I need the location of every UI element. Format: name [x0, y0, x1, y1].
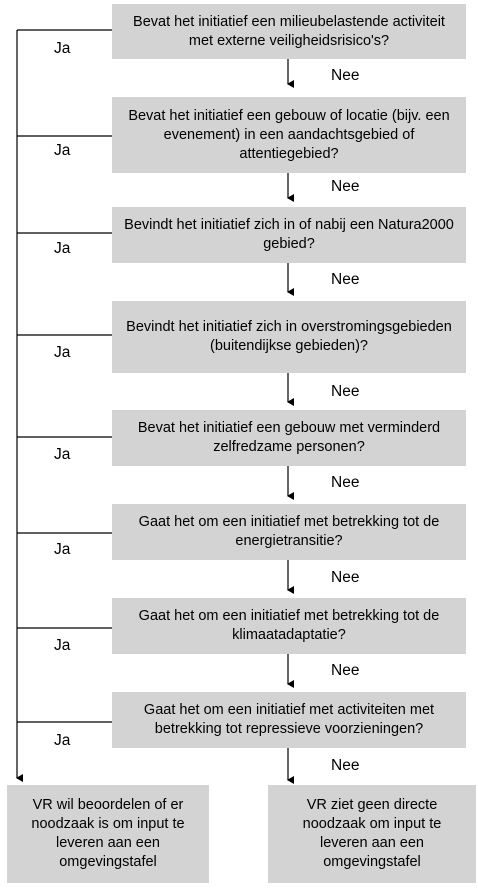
- outcome-yes-box: [7, 785, 209, 883]
- question-box-8: [112, 692, 466, 748]
- no-label-3: Nee: [331, 271, 360, 288]
- question-box-7: [112, 598, 466, 654]
- question-text-4: Bevindt het initiatief zich in overstromingsgebieden (buitendijkse gebieden)?: [126, 319, 452, 354]
- yes-label-5: Ja: [54, 446, 71, 463]
- question-text-5: Bevat het initiatief een gebouw met verminderd zelfredzame personen?: [137, 420, 441, 455]
- question-text-7: Gaat het om een initiatief met betrekking tot de klimaatadaptatie?: [138, 608, 440, 643]
- question-text-3: Bevindt het initiatief zich in of nabij een Natura2000 gebied?: [124, 217, 454, 252]
- yes-label-2: Ja: [54, 142, 71, 159]
- question-box-6: [112, 504, 466, 560]
- yes-label-6: Ja: [54, 541, 71, 558]
- no-label-8: Nee: [331, 757, 360, 774]
- outcome-no-box: [268, 785, 476, 883]
- question-text-1: Bevat het initiatief een milieubelastende activiteit met externe veiligheidsrisico's?: [133, 13, 445, 49]
- question-box-3: [112, 207, 466, 263]
- question-box-1: [112, 4, 466, 59]
- no-label-4: Nee: [331, 383, 360, 400]
- outcome-yes-text: VR wil beoordelen of er noodzaak is om input te leveren aan een omgevingstafel: [31, 797, 185, 870]
- no-label-6: Nee: [331, 569, 360, 586]
- yes-label-3: Ja: [54, 240, 71, 257]
- question-box-5: [112, 410, 466, 466]
- question-box-2: [112, 97, 466, 173]
- yes-label-8: Ja: [54, 732, 71, 749]
- yes-label-1: Ja: [54, 40, 71, 57]
- question-text-8: Gaat het om een initiatief met activiteiten met betrekking tot repressieve voorzieningen?: [143, 702, 435, 737]
- question-box-4: [112, 301, 466, 373]
- no-label-1: Nee: [331, 67, 360, 84]
- no-label-2: Nee: [331, 178, 360, 195]
- yes-label-7: Ja: [54, 637, 71, 654]
- yes-label-4: Ja: [54, 344, 71, 361]
- outcome-no-text: VR ziet geen directe noodzaak om input te leveren aan een omgevingstafel: [302, 797, 442, 870]
- no-label-7: Nee: [331, 662, 360, 679]
- no-label-5: Nee: [331, 474, 360, 491]
- question-text-2: Bevat het initiatief een gebouw of locatie (bijv. een evenement) in een aandachtsgebied of attentiegebied?: [128, 107, 450, 162]
- question-text-6: Gaat het om een initiatief met betrekking tot de energietransitie?: [138, 514, 440, 549]
